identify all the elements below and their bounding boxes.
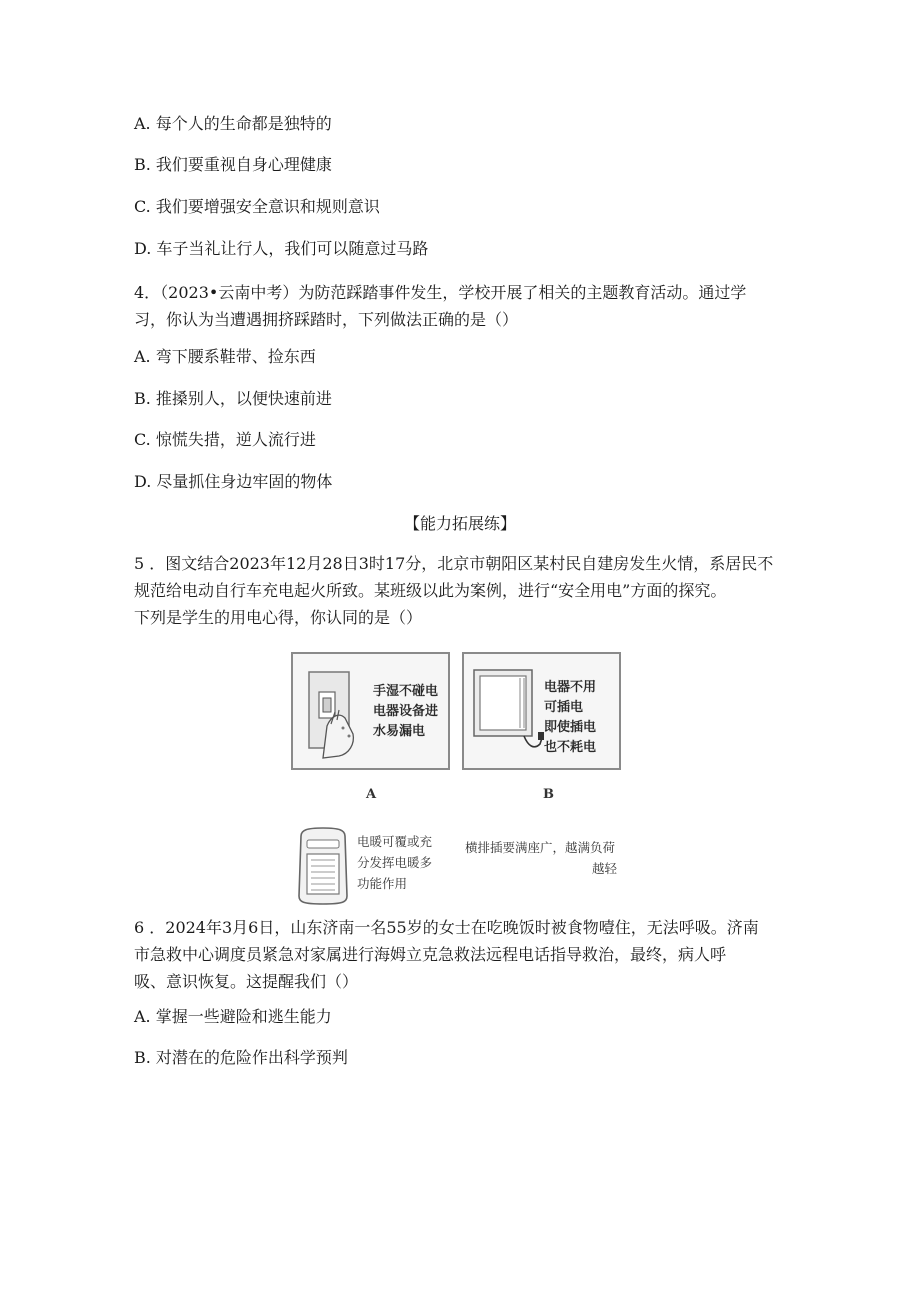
q4-stem <box>134 279 794 333</box>
section-title: 【能力拓展练】 <box>403 514 516 533</box>
q3-option-c: C. 我们要增强安全意识和规则意识 <box>134 197 380 216</box>
figure-a-panel <box>291 652 450 770</box>
electric-heater-icon <box>293 826 355 906</box>
figure-b-label: B <box>543 787 554 802</box>
figure-d-text-line: 横排插要满座广，越满负荷 <box>465 840 616 855</box>
figure-b-text-line: 可插电 <box>544 700 584 715</box>
q5-stem-line: 下列是学生的用电心得，你认同的是（） <box>134 608 423 627</box>
q3-option-d: D. 车子当礼让行人，我们可以随意过马路 <box>134 239 429 258</box>
q4-option-d: D. 尽量抓住身边牢固的物体 <box>134 472 333 491</box>
q5-stem-line: 规范给电动自行车充电起火所致。某班级以此为案例，进行“安全用电”方面的探究。 <box>134 581 727 600</box>
q5-stem-line: 5 ．图文结合2023年12月28日3时17分，北京市朝阳区某村民自建房发生火情，系居民不 <box>134 554 774 573</box>
figure-d-text <box>465 837 617 879</box>
figure-c-text-line: 功能作用 <box>357 876 408 891</box>
figure-d-text-line: 越轻 <box>591 861 617 876</box>
figure-a-label: A <box>366 787 377 802</box>
figure-b-text-line: 即使插电 <box>544 720 597 735</box>
figure-a-text <box>373 682 438 742</box>
figure-c-text-line: 分发挥电暖多 <box>357 855 433 870</box>
figure-b-text <box>544 678 596 758</box>
q6-stem-line: 吸、意识恢复。这提醒我们（） <box>134 972 359 991</box>
q6-option-b: B. 对潜在的危险作出科学预判 <box>134 1048 348 1067</box>
q5-stem <box>134 550 794 631</box>
figure-a-text-line: 手湿不碰电 <box>373 684 439 699</box>
q4-stem-line: 4．（2023•云南中考）为防范踩踏事件发生，学校开展了相关的主题教育活动。通过学 <box>134 283 747 302</box>
q6-stem <box>134 914 794 995</box>
q4-option-c: C. 惊慌失措，逆人流行进 <box>134 430 316 449</box>
q4-option-b: B. 推搡别人，以便快速前进 <box>134 389 332 408</box>
figure-b-panel <box>462 652 621 770</box>
figure-b-text-line: 电器不用 <box>544 680 597 695</box>
q3-option-a: A. 每个人的生命都是独特的 <box>134 114 332 133</box>
figure-a-text-line: 电器设备进 <box>373 704 439 719</box>
q4-option-a: A. 弯下腰系鞋带、捡东西 <box>134 347 316 366</box>
figure-c-text <box>357 831 432 894</box>
q6-stem-line: 6 ．2024年3月6日，山东济南一名55岁的女士在吃晚饭时被食物噎住，无法呼吸。济南 <box>134 918 759 937</box>
figure-a-text-line: 水易漏电 <box>373 724 426 739</box>
figure-c-text-line: 电暖可覆或充 <box>357 834 433 849</box>
q6-stem-line: 市急救中心调度员紧急对家属进行海姆立克急救法远程电话指导救治，最终，病人呼 <box>134 945 727 964</box>
q3-option-b: B. 我们要重视自身心理健康 <box>134 155 332 174</box>
figure-b-text-line: 也不耗电 <box>544 740 597 755</box>
q6-option-a: A. 掌握一些避险和逃生能力 <box>134 1007 332 1026</box>
q4-stem-line: 习，你认为当遭遇拥挤踩踏时，下列做法正确的是（） <box>134 310 519 329</box>
